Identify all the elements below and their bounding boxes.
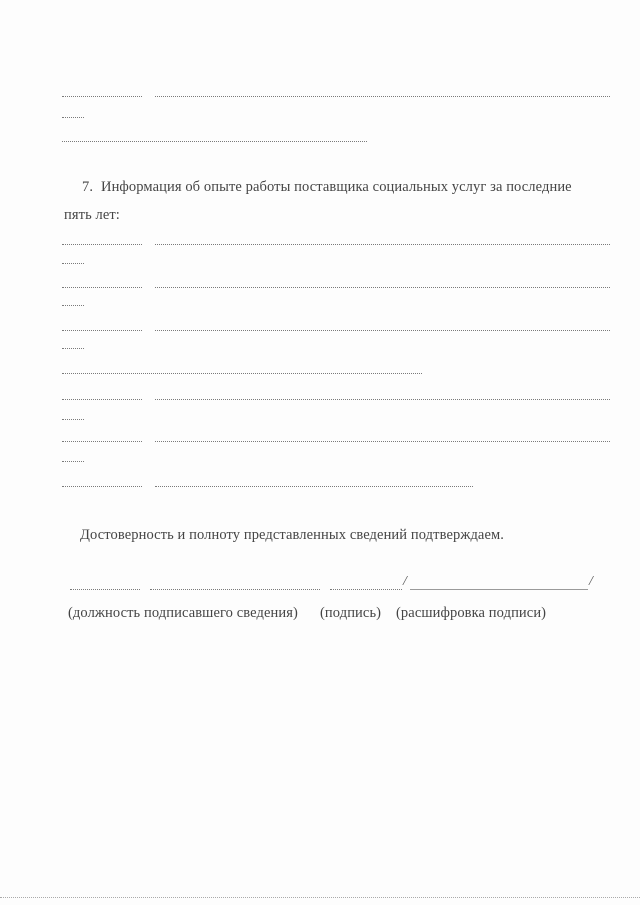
fill-line — [155, 486, 473, 487]
fill-line — [62, 244, 142, 245]
signature-separator: / — [403, 574, 407, 589]
fill-line — [62, 287, 142, 288]
fill-line — [155, 287, 610, 288]
fill-line — [62, 419, 84, 420]
section-number: 7. — [82, 179, 94, 195]
fill-line — [155, 244, 610, 245]
fill-line — [62, 141, 367, 142]
fill-line — [155, 96, 610, 97]
fill-line — [62, 348, 84, 349]
page-bottom-edge — [0, 897, 640, 898]
fill-line — [62, 441, 142, 442]
caption-position: (должность подписавшего сведения) — [68, 605, 298, 621]
section-title-line2: пять лет: — [64, 207, 120, 223]
fill-line — [62, 96, 142, 97]
fill-line — [62, 373, 422, 374]
fill-line — [62, 399, 142, 400]
transcript-line — [410, 589, 588, 590]
position-line — [150, 589, 320, 590]
fill-line — [155, 399, 610, 400]
fill-line — [62, 263, 84, 264]
section-title-line1: Информация об опыте работы поставщика социальных услуг за последние — [101, 179, 572, 195]
fill-line — [62, 330, 142, 331]
fill-line — [155, 330, 610, 331]
signature-separator-end: / — [589, 574, 593, 589]
position-line — [70, 589, 140, 590]
fill-line — [155, 441, 610, 442]
fill-line — [62, 305, 84, 306]
signature-line — [330, 589, 402, 590]
fill-line — [62, 117, 84, 118]
confirmation-text: Достоверность и полноту представленных сведений подтверждаем. — [80, 527, 505, 543]
caption-transcript: (расшифровка подписи) — [396, 605, 547, 621]
caption-signature: (подпись) — [320, 605, 382, 621]
fill-line — [62, 461, 84, 462]
fill-line — [62, 486, 142, 487]
